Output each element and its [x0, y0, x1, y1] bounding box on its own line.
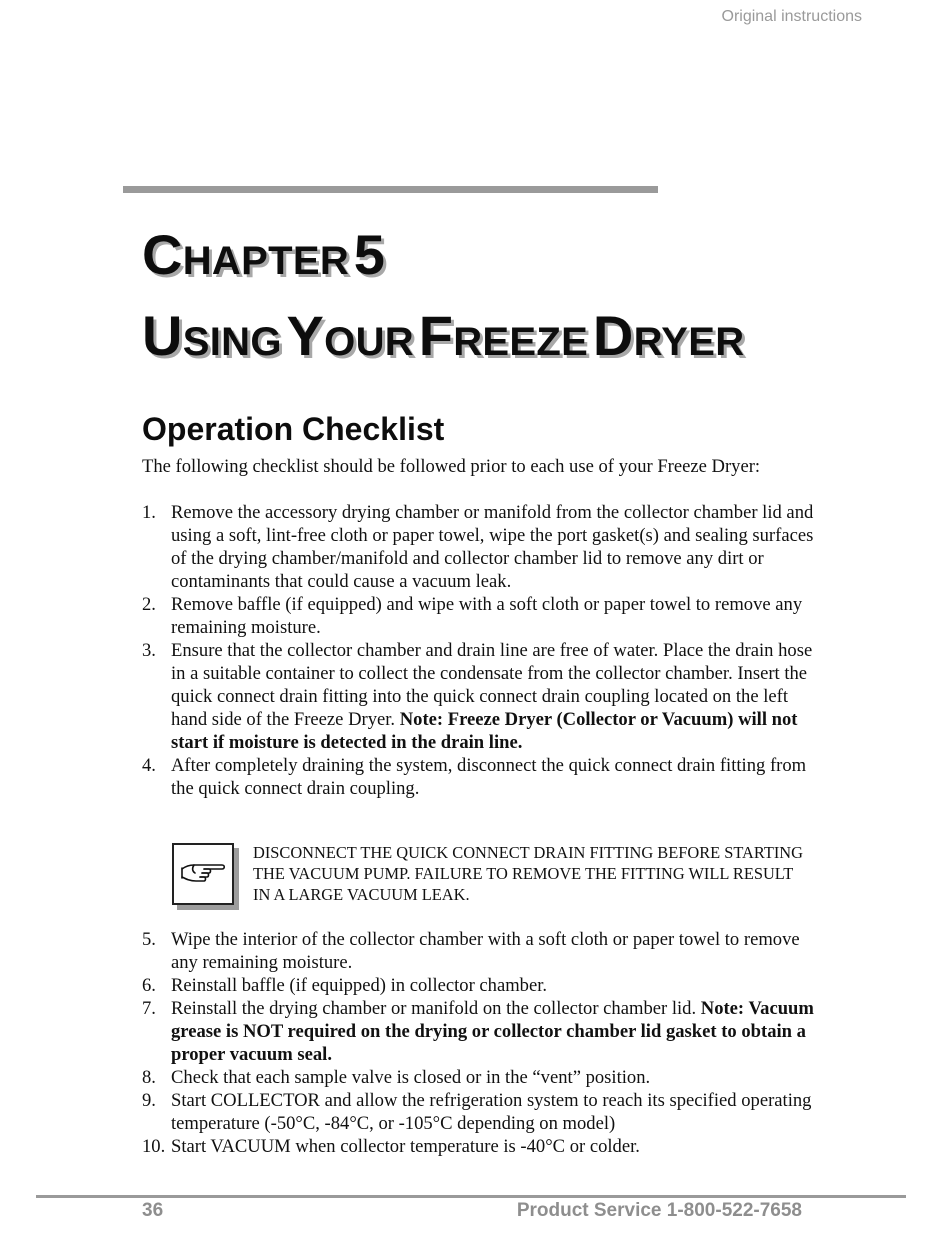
checklist-item-number: 7.	[142, 998, 156, 1019]
checklist-item-note: Note: Vacuum grease is NOT required on the drying or collector chamber lid gasket to obtain a proper vacuum seal.	[171, 998, 814, 1065]
checklist-item	[142, 1089, 822, 1135]
checklist-item-text: Ensure that the collector chamber and drain line are free of water. Place the drain hose in a suitable container to collect the condensate from the collector chamber. Insert the quick connect drain fitting into the quick connect drain coupling located on the left hand side of the Freeze Dryer.	[171, 640, 813, 730]
checklist-item-text: Check that each sample valve is closed or in the “vent” position.	[171, 1067, 651, 1088]
chapter-word-rest: RYER	[633, 320, 745, 364]
chapter-word-rest: HAPTER	[182, 239, 350, 283]
checklist-item-note: Note: Freeze Dryer (Collector or Vacuum) will not start if moisture is detected in the drain line.	[171, 709, 798, 753]
checklist-item-number: 10.	[142, 1136, 166, 1157]
chapter-word-rest: REEZE	[453, 320, 589, 364]
chapter-title-heading	[142, 303, 744, 368]
product-service-phone: Product Service 1-800-522-7658	[516, 1200, 802, 1221]
checklist-item-text: Start VACUUM when collector temperature is -40°C or colder.	[171, 1136, 640, 1157]
checklist-item	[142, 639, 822, 754]
checklist-item-number: 6.	[142, 975, 156, 996]
checklist-item	[142, 1135, 822, 1158]
chapter-word-initial: C	[142, 223, 183, 286]
checklist-item-text: Reinstall baffle (if equipped) in collector chamber.	[171, 975, 548, 996]
checklist-item-number: 9.	[142, 1090, 156, 1111]
section-intro: The following checklist should be followed prior to each use of your Freeze Dryer:	[142, 456, 761, 477]
checklist-item	[142, 997, 822, 1066]
checklist-item-number: 4.	[142, 755, 156, 776]
chapter-word-rest: SING	[182, 320, 282, 364]
chapter-word-rest: OUR	[324, 320, 414, 364]
checklist-item-number: 5.	[142, 929, 156, 950]
checklist-item-text: After completely draining the system, disconnect the quick connect drain fitting from the quick connect drain coupling.	[171, 755, 807, 799]
original-instructions-label: Original instructions	[721, 8, 862, 25]
checklist-item-number: 1.	[142, 502, 156, 523]
checklist-item-text: Remove baffle (if equipped) and wipe with a soft cloth or paper towel to remove any remaining moisture.	[171, 594, 803, 638]
checklist-part-2	[142, 928, 822, 1158]
checklist-item	[142, 593, 822, 639]
checklist-item	[142, 501, 822, 593]
chapter-word-initial: U	[142, 304, 183, 367]
checklist-item	[142, 974, 822, 997]
note-text: DISCONNECT THE QUICK CONNECT DRAIN FITTING BEFORE STARTING THE VACUUM PUMP. FAILURE TO REMOVE THE FITTING WILL RESULT IN A LARGE VACUUM LEAK.	[253, 843, 803, 904]
checklist-item-text: Remove the accessory drying chamber or manifold from the collector chamber lid and using a soft, lint-free cloth or paper towel, wipe the port gasket(s) and sealing surfaces of the drying chamber/manifold and collector chamber lid to remove any dirt or contaminants that could cause a vacuum leak.	[171, 502, 814, 592]
section-title: Operation Checklist	[142, 411, 445, 447]
chapter-word-initial: F	[418, 304, 454, 367]
checklist-part-1	[142, 501, 822, 800]
checklist-item-number: 3.	[142, 640, 156, 661]
checklist-item-text: Start COLLECTOR and allow the refrigeration system to reach its specified operating temperature (-50°C, -84°C, or -105°C depending on model)	[171, 1090, 812, 1134]
checklist-item-text: Reinstall the drying chamber or manifold on the collector chamber lid.	[171, 998, 701, 1019]
chapter-number-heading	[142, 222, 385, 287]
footer-rule	[36, 1195, 906, 1198]
page-number: 36	[142, 1200, 164, 1221]
checklist-item	[142, 754, 822, 800]
chapter-word-initial: D	[592, 304, 634, 367]
checklist-item-number: 2.	[142, 594, 156, 615]
checklist-item-text: Wipe the interior of the collector chamber with a soft cloth or paper towel to remove any remaining moisture.	[171, 929, 800, 973]
chapter-word-initial: 5	[353, 223, 386, 286]
checklist-item	[142, 928, 822, 974]
pointing-hand-icon	[178, 857, 228, 891]
checklist-item-number: 8.	[142, 1067, 156, 1088]
header-rule	[123, 186, 658, 193]
note-icon-box	[172, 843, 234, 905]
checklist-item	[142, 1066, 822, 1089]
chapter-word-initial: Y	[286, 304, 325, 367]
